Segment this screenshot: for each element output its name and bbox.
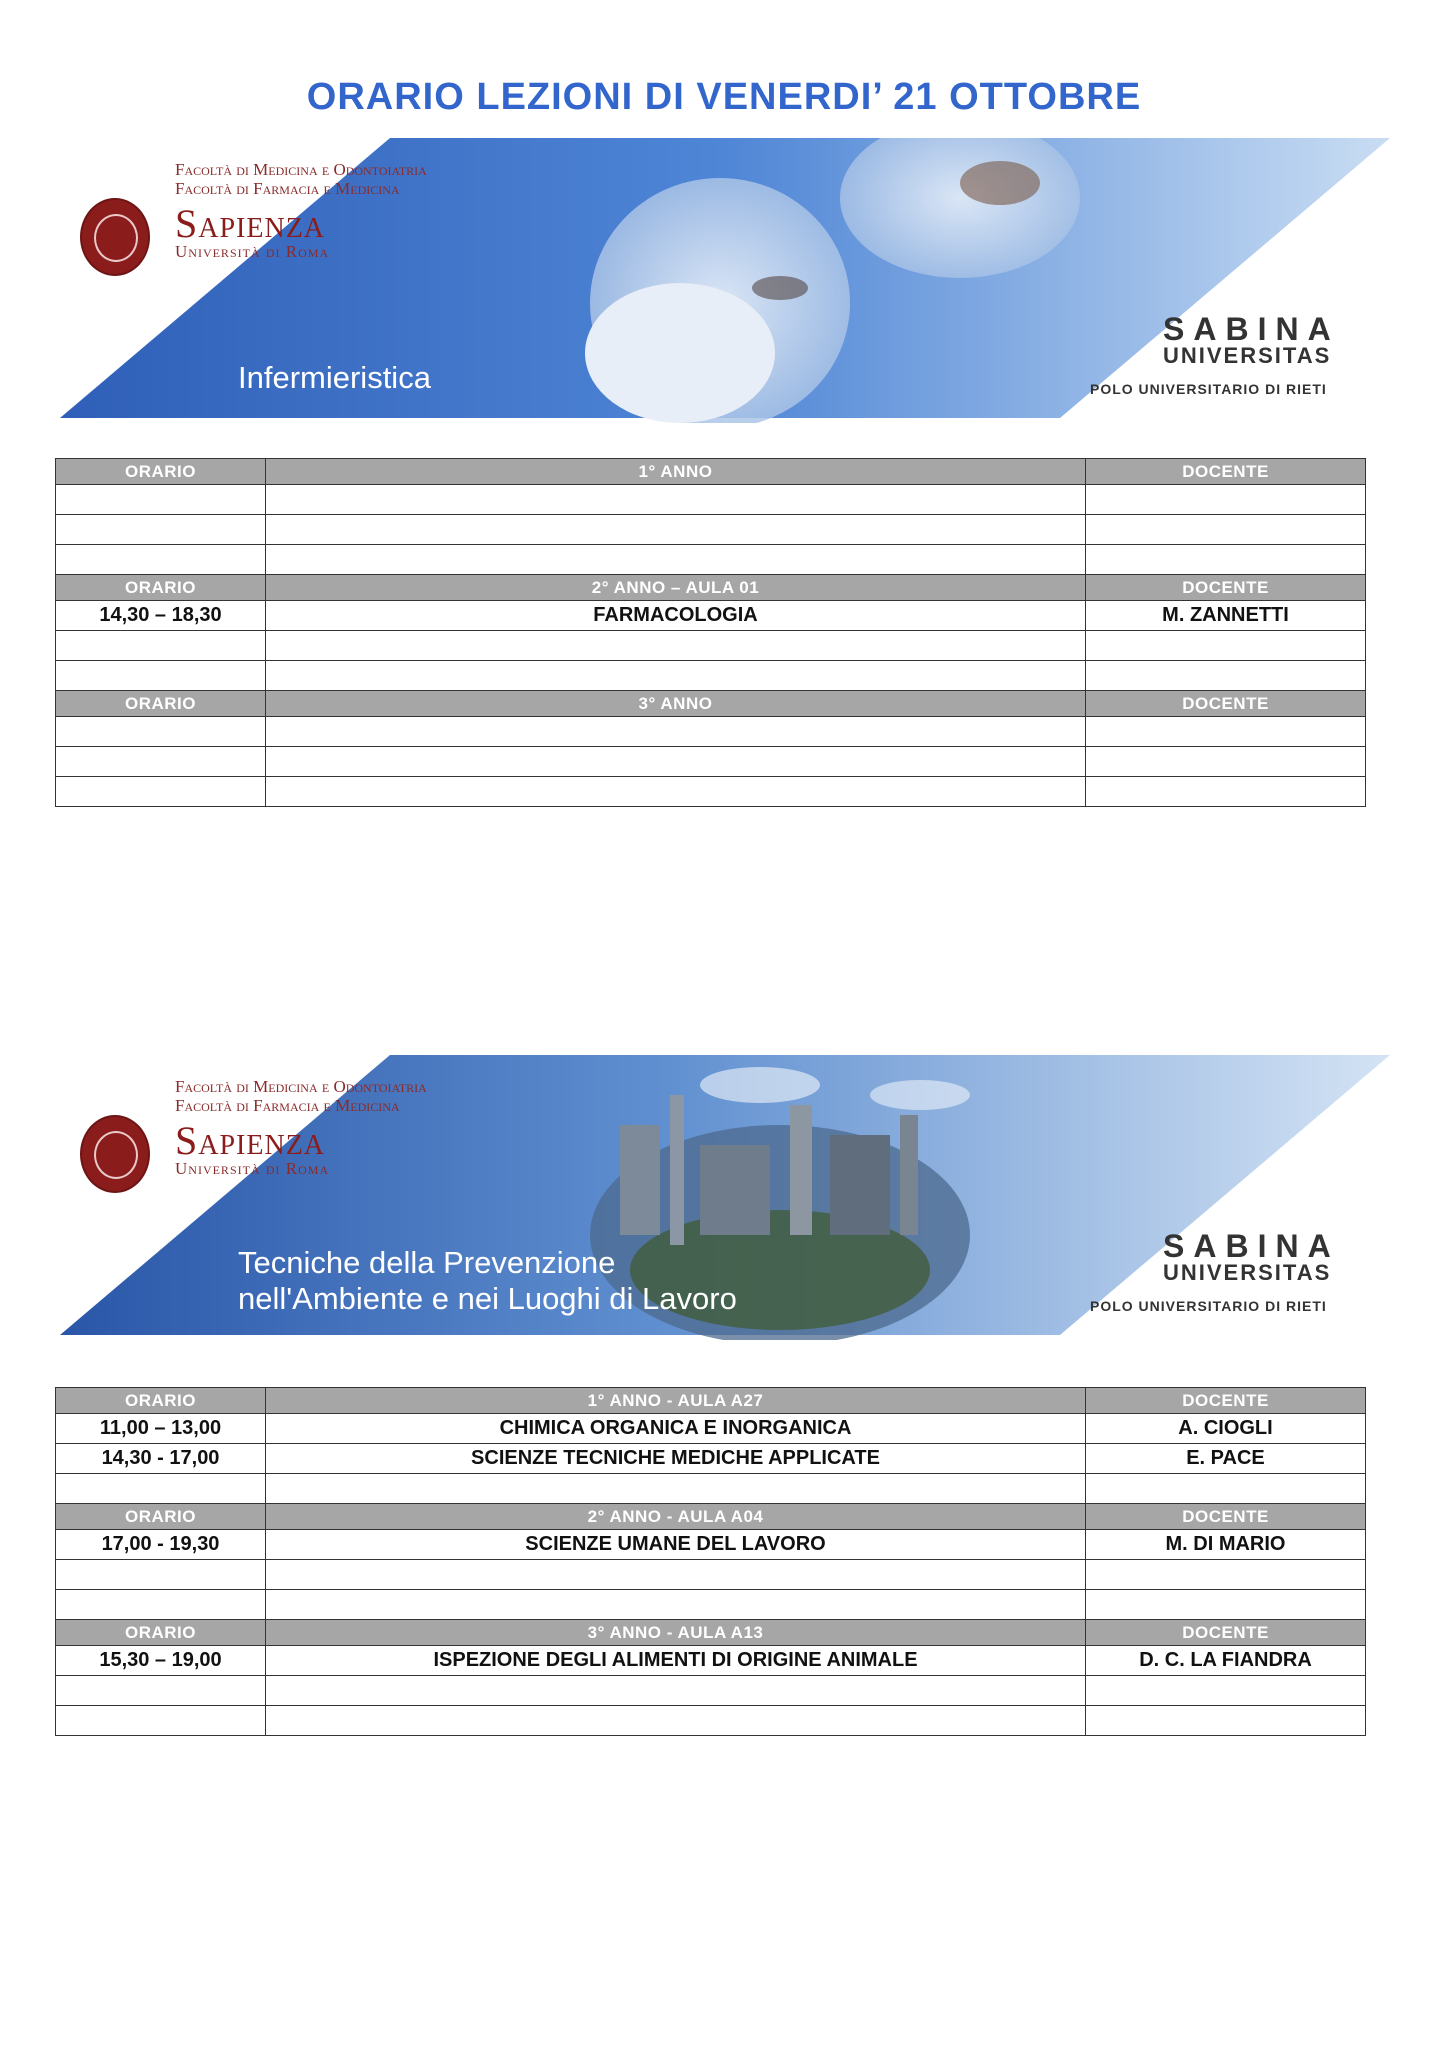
header-orario: ORARIO (56, 459, 266, 485)
time-cell: 17,00 - 19,30 (56, 1530, 266, 1560)
teacher-cell (1086, 717, 1366, 747)
time-cell (56, 515, 266, 545)
teacher-cell (1086, 777, 1366, 807)
header-docente: DOCENTE (1086, 1620, 1366, 1646)
university-name: Sapienza (175, 1118, 326, 1163)
teacher-cell (1086, 1590, 1366, 1620)
sapienza-seal-logo (80, 1115, 150, 1193)
teacher-cell: A. CIOGLI (1086, 1414, 1366, 1444)
teacher-cell: D. C. LA FIANDRA (1086, 1646, 1366, 1676)
header-docente: DOCENTE (1086, 1388, 1366, 1414)
table-row (56, 485, 1366, 515)
table-row (56, 1646, 1366, 1676)
teacher-cell: M. DI MARIO (1086, 1530, 1366, 1560)
table-row (56, 1474, 1366, 1504)
course-title (238, 1245, 737, 1317)
faculty-line-2: Facoltà di Farmacia e Medicina (175, 179, 400, 198)
time-cell (56, 717, 266, 747)
header-orario: ORARIO (56, 691, 266, 717)
subject-cell (266, 1590, 1086, 1620)
table-row (56, 1444, 1366, 1474)
time-cell: 15,30 – 19,00 (56, 1646, 266, 1676)
partner-name: SABINA (1163, 1228, 1340, 1264)
year-header-row (56, 1504, 1366, 1530)
faculty-line-1: Facoltà di Medicina e Odontoiatria (175, 1077, 427, 1096)
subject-cell (266, 515, 1086, 545)
header-year: 3° ANNO - AULA A13 (266, 1620, 1086, 1646)
time-cell: 14,30 - 17,00 (56, 1444, 266, 1474)
time-cell (56, 1590, 266, 1620)
subject-cell: SCIENZE TECNICHE MEDICHE APPLICATE (266, 1444, 1086, 1474)
header-year: 3° ANNO (266, 691, 1086, 717)
time-cell (56, 1474, 266, 1504)
time-cell: 11,00 – 13,00 (56, 1414, 266, 1444)
header-year: 1° ANNO (266, 459, 1086, 485)
university-subtitle: Università di Roma (175, 242, 330, 261)
header-orario: ORARIO (56, 1504, 266, 1530)
year-header-row (56, 1620, 1366, 1646)
teacher-cell (1086, 485, 1366, 515)
subject-cell (266, 777, 1086, 807)
header-year: 2° ANNO - AULA A04 (266, 1504, 1086, 1530)
header-orario: ORARIO (56, 1388, 266, 1414)
teacher-cell (1086, 747, 1366, 777)
table-row (56, 545, 1366, 575)
time-cell (56, 1706, 266, 1736)
schedule-table-infermieristica (55, 458, 1366, 807)
time-cell (56, 661, 266, 691)
table-row (56, 1560, 1366, 1590)
teacher-cell (1086, 1706, 1366, 1736)
sapienza-seal-logo (80, 198, 150, 276)
subject-cell (266, 1560, 1086, 1590)
university-subtitle: Università di Roma (175, 1159, 330, 1178)
header-docente: DOCENTE (1086, 575, 1366, 601)
header-docente: DOCENTE (1086, 1504, 1366, 1530)
time-cell (56, 747, 266, 777)
year-header-row (56, 691, 1366, 717)
header-year: 1° ANNO - AULA A27 (266, 1388, 1086, 1414)
subject-cell (266, 631, 1086, 661)
teacher-cell (1086, 631, 1366, 661)
partner-tagline: POLO UNIVERSITARIO DI RIETI (1090, 1298, 1327, 1314)
table-row (56, 747, 1366, 777)
subject-cell (266, 747, 1086, 777)
time-cell (56, 545, 266, 575)
time-cell: 14,30 – 18,30 (56, 601, 266, 631)
subject-cell (266, 717, 1086, 747)
table-row (56, 1590, 1366, 1620)
teacher-cell (1086, 1474, 1366, 1504)
table-row (56, 1530, 1366, 1560)
table-row (56, 717, 1366, 747)
time-cell (56, 777, 266, 807)
time-cell (56, 1560, 266, 1590)
faculty-names (175, 1077, 427, 1115)
table-row (56, 777, 1366, 807)
subject-cell: SCIENZE UMANE DEL LAVORO (266, 1530, 1086, 1560)
subject-cell: FARMACOLOGIA (266, 601, 1086, 631)
teacher-cell: E. PACE (1086, 1444, 1366, 1474)
program-banner-infermieristica (60, 138, 1390, 423)
teacher-cell: M. ZANNETTI (1086, 601, 1366, 631)
university-name: Sapienza (175, 201, 326, 246)
time-cell (56, 631, 266, 661)
teacher-cell (1086, 1676, 1366, 1706)
teacher-cell (1086, 1560, 1366, 1590)
table-row (56, 515, 1366, 545)
year-header-row (56, 1388, 1366, 1414)
partner-subtitle: UNIVERSITAS (1163, 1260, 1332, 1285)
header-docente: DOCENTE (1086, 459, 1366, 485)
teacher-cell (1086, 515, 1366, 545)
table-row (56, 1706, 1366, 1736)
header-year: 2° ANNO – AULA 01 (266, 575, 1086, 601)
year-header-row (56, 575, 1366, 601)
page-title: ORARIO LEZIONI DI VENERDI’ 21 OTTOBRE (306, 76, 1142, 118)
subject-cell (266, 1676, 1086, 1706)
faculty-line-2: Facoltà di Farmacia e Medicina (175, 1096, 400, 1115)
table-row (56, 661, 1366, 691)
header-orario: ORARIO (56, 1620, 266, 1646)
subject-cell (266, 1474, 1086, 1504)
partner-tagline: POLO UNIVERSITARIO DI RIETI (1090, 381, 1327, 397)
course-title-line-2: nell'Ambiente e nei Luoghi di Lavoro (238, 1281, 737, 1316)
program-banner-tecniche-prevenzione (60, 1055, 1390, 1340)
header-docente: DOCENTE (1086, 691, 1366, 717)
course-title: Infermieristica (238, 360, 431, 395)
table-row (56, 1414, 1366, 1444)
time-cell (56, 485, 266, 515)
subject-cell (266, 485, 1086, 515)
subject-cell: CHIMICA ORGANICA E INORGANICA (266, 1414, 1086, 1444)
table-row (56, 1676, 1366, 1706)
subject-cell: ISPEZIONE DEGLI ALIMENTI DI ORIGINE ANIMALE (266, 1646, 1086, 1676)
partner-subtitle: UNIVERSITAS (1163, 343, 1332, 368)
table-row (56, 631, 1366, 661)
faculty-line-1: Facoltà di Medicina e Odontoiatria (175, 160, 427, 179)
teacher-cell (1086, 545, 1366, 575)
subject-cell (266, 545, 1086, 575)
teacher-cell (1086, 661, 1366, 691)
subject-cell (266, 661, 1086, 691)
subject-cell (266, 1706, 1086, 1736)
partner-name: SABINA (1163, 311, 1340, 347)
table-row (56, 601, 1366, 631)
year-header-row (56, 459, 1366, 485)
schedule-table-tecniche-prevenzione (55, 1387, 1366, 1736)
course-title-line-1: Tecniche della Prevenzione (238, 1245, 616, 1280)
faculty-names (175, 160, 427, 198)
header-orario: ORARIO (56, 575, 266, 601)
time-cell (56, 1676, 266, 1706)
